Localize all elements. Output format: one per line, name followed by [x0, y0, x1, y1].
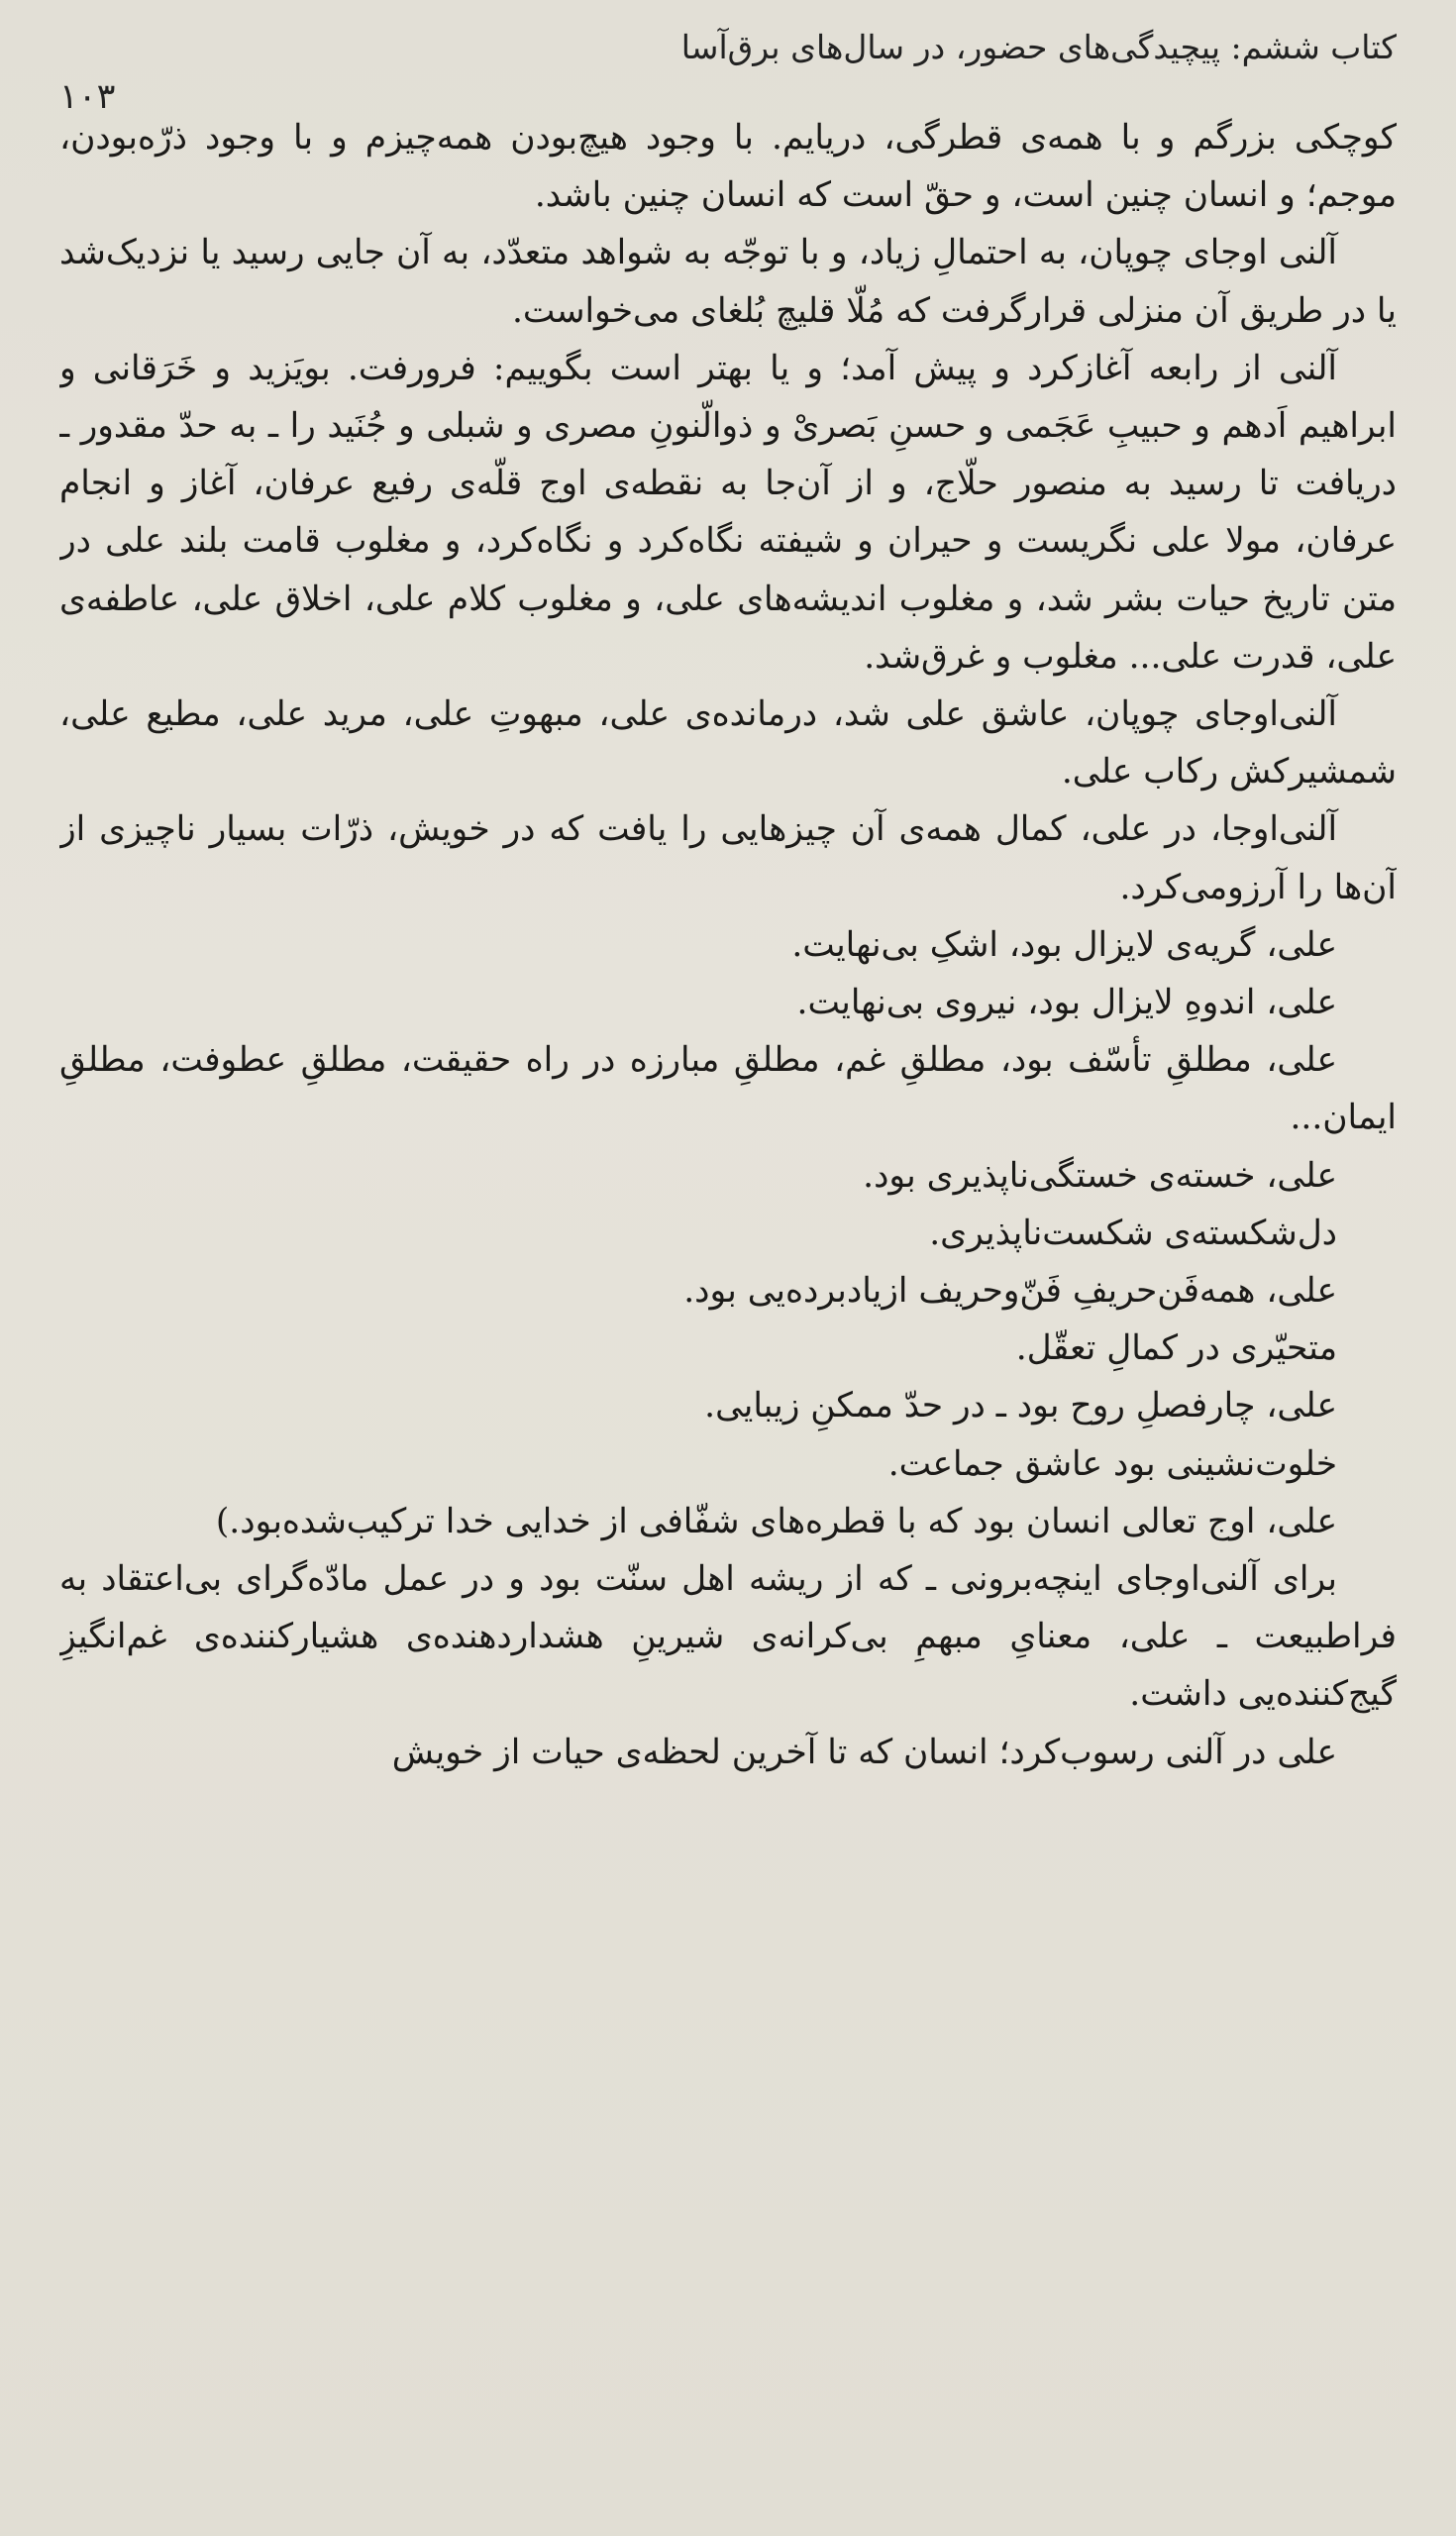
body-text — [59, 109, 1397, 2516]
paragraph: برای آلنی‌اوجای اینچه‌برونی ـ که از ریشه اهل سنّت بود و در عمل مادّه‌گرای بی‌اعتقاد به فراطبیعت ـ علی، معنایِ مبهمِ بی‌کرانه‌ی شیرینِ هشداردهنده‌ی هشیارکننده‌ی غم‌انگیزِ گیج‌کننده‌یی داشت. — [59, 1559, 1397, 1715]
paragraph: علی، مطلقِ تأسّف بود، مطلقِ غم، مطلقِ مبارزه در راه حقیقت، مطلقِ عطوفت، مطلقِ ایمان... — [59, 1040, 1397, 1138]
paragraph: علی، اندوهِ لایزال بود، نیروی بی‌نهایت. — [796, 983, 1337, 1023]
paragraph: علی، همه‌فَن‌حریفِ فَنّ‌وحریف ازیادبرده‌یی بود. — [683, 1271, 1337, 1312]
paragraph: آلنی‌اوجای چوپان، عاشق علی شد، درمانده‌ی علی، مبهوتِ علی، مرید علی، مطیع علی، شمشیرکش رکاب علی. — [59, 694, 1397, 792]
paragraph: دل‌شکسته‌ی شکست‌ناپذیری. — [929, 1213, 1337, 1253]
paragraph: خلوت‌نشینی بود عاشق جماعت. — [887, 1443, 1337, 1484]
paragraph: علی در آلنی رسوب‌کرد؛ انسان که تا آخرین لحظه‌ی حیات از خویش — [391, 1732, 1337, 1772]
running-header — [59, 20, 1397, 117]
paragraph: آلنی‌اوجا، در علی، کمال همه‌ی آن چیزهایی را یافت که در خویش، ذرّات بسیار ناچیزی از آن‌ها را آرزومی‌کرد. — [59, 809, 1397, 907]
paragraph: علی، چارفصلِ روح بود ـ در حدّ ممکنِ زیبایی. — [704, 1386, 1337, 1426]
paragraph: علی، اوج تعالی انسان بود که با قطره‌های شفّافی از خدایی خدا ترکیب‌شده‌بود.) — [215, 1501, 1337, 1541]
paragraph: آلنی از رابعه آغازکرد و پیش آمد؛ و یا بهتر است بگوییم: فرورفت. بویَزید و خَرَقانی و ابراهیم اَدهم و حبیبِ عَجَمی و حسنِ بَصریْ و ذوالّنونِ مصری و شبلی و جُنَید را ـ به حدّ مقدور ـ دریافت تا رسید به منصور حلّاج، و از آن‌جا به نقطه‌ی اوج قلّه‌ی رفیع عرفان، آغاز و انجام عرفان، مولا علی نگریست و حیران و شیفته نگاه‌کرد و نگاه‌کرد، و مغلوب قامت بلند علی در متن تاریخ حیات بشر شد، و مغلوب اندیشه‌های علی، و مغلوب کلام علی، اخلاق علی، عاطفه‌ی علی، قدرت علی... مغلوب و غرق‌شد. — [59, 348, 1397, 677]
page-number: ۱۰۳ — [59, 77, 116, 117]
paragraph: علی، گریه‌ی لایزال بود، اشکِ بی‌نهایت. — [791, 924, 1337, 965]
paragraph: آلنی اوجای چوپان، به احتمالِ زیاد، و با توجّه به شواهد متعدّد، به آن جایی رسید یا نزدیک‌شد یا در طریق آن منزلی قرارگرفت که مُلّا قلیچ بُلغای می‌خواست. — [59, 233, 1397, 331]
paragraph: علی، خسته‌ی خستگی‌ناپذیری بود. — [863, 1155, 1337, 1196]
paragraph: کوچکی بزرگم و با همه‌ی قطرگی، دریایم. با وجود هیچ‌بودن همه‌چیزم و با وجود ذرّه‌بودن، موجم؛ و انسان چنین است، و حقّ است که انسان چنین باشد. — [59, 118, 1397, 216]
chapter-title: کتاب ششم: پیچیدگی‌های حضور، در سال‌های برق‌آسا — [680, 28, 1397, 66]
paragraph: متحیّری در کمالِ تعقّل. — [1015, 1328, 1337, 1369]
